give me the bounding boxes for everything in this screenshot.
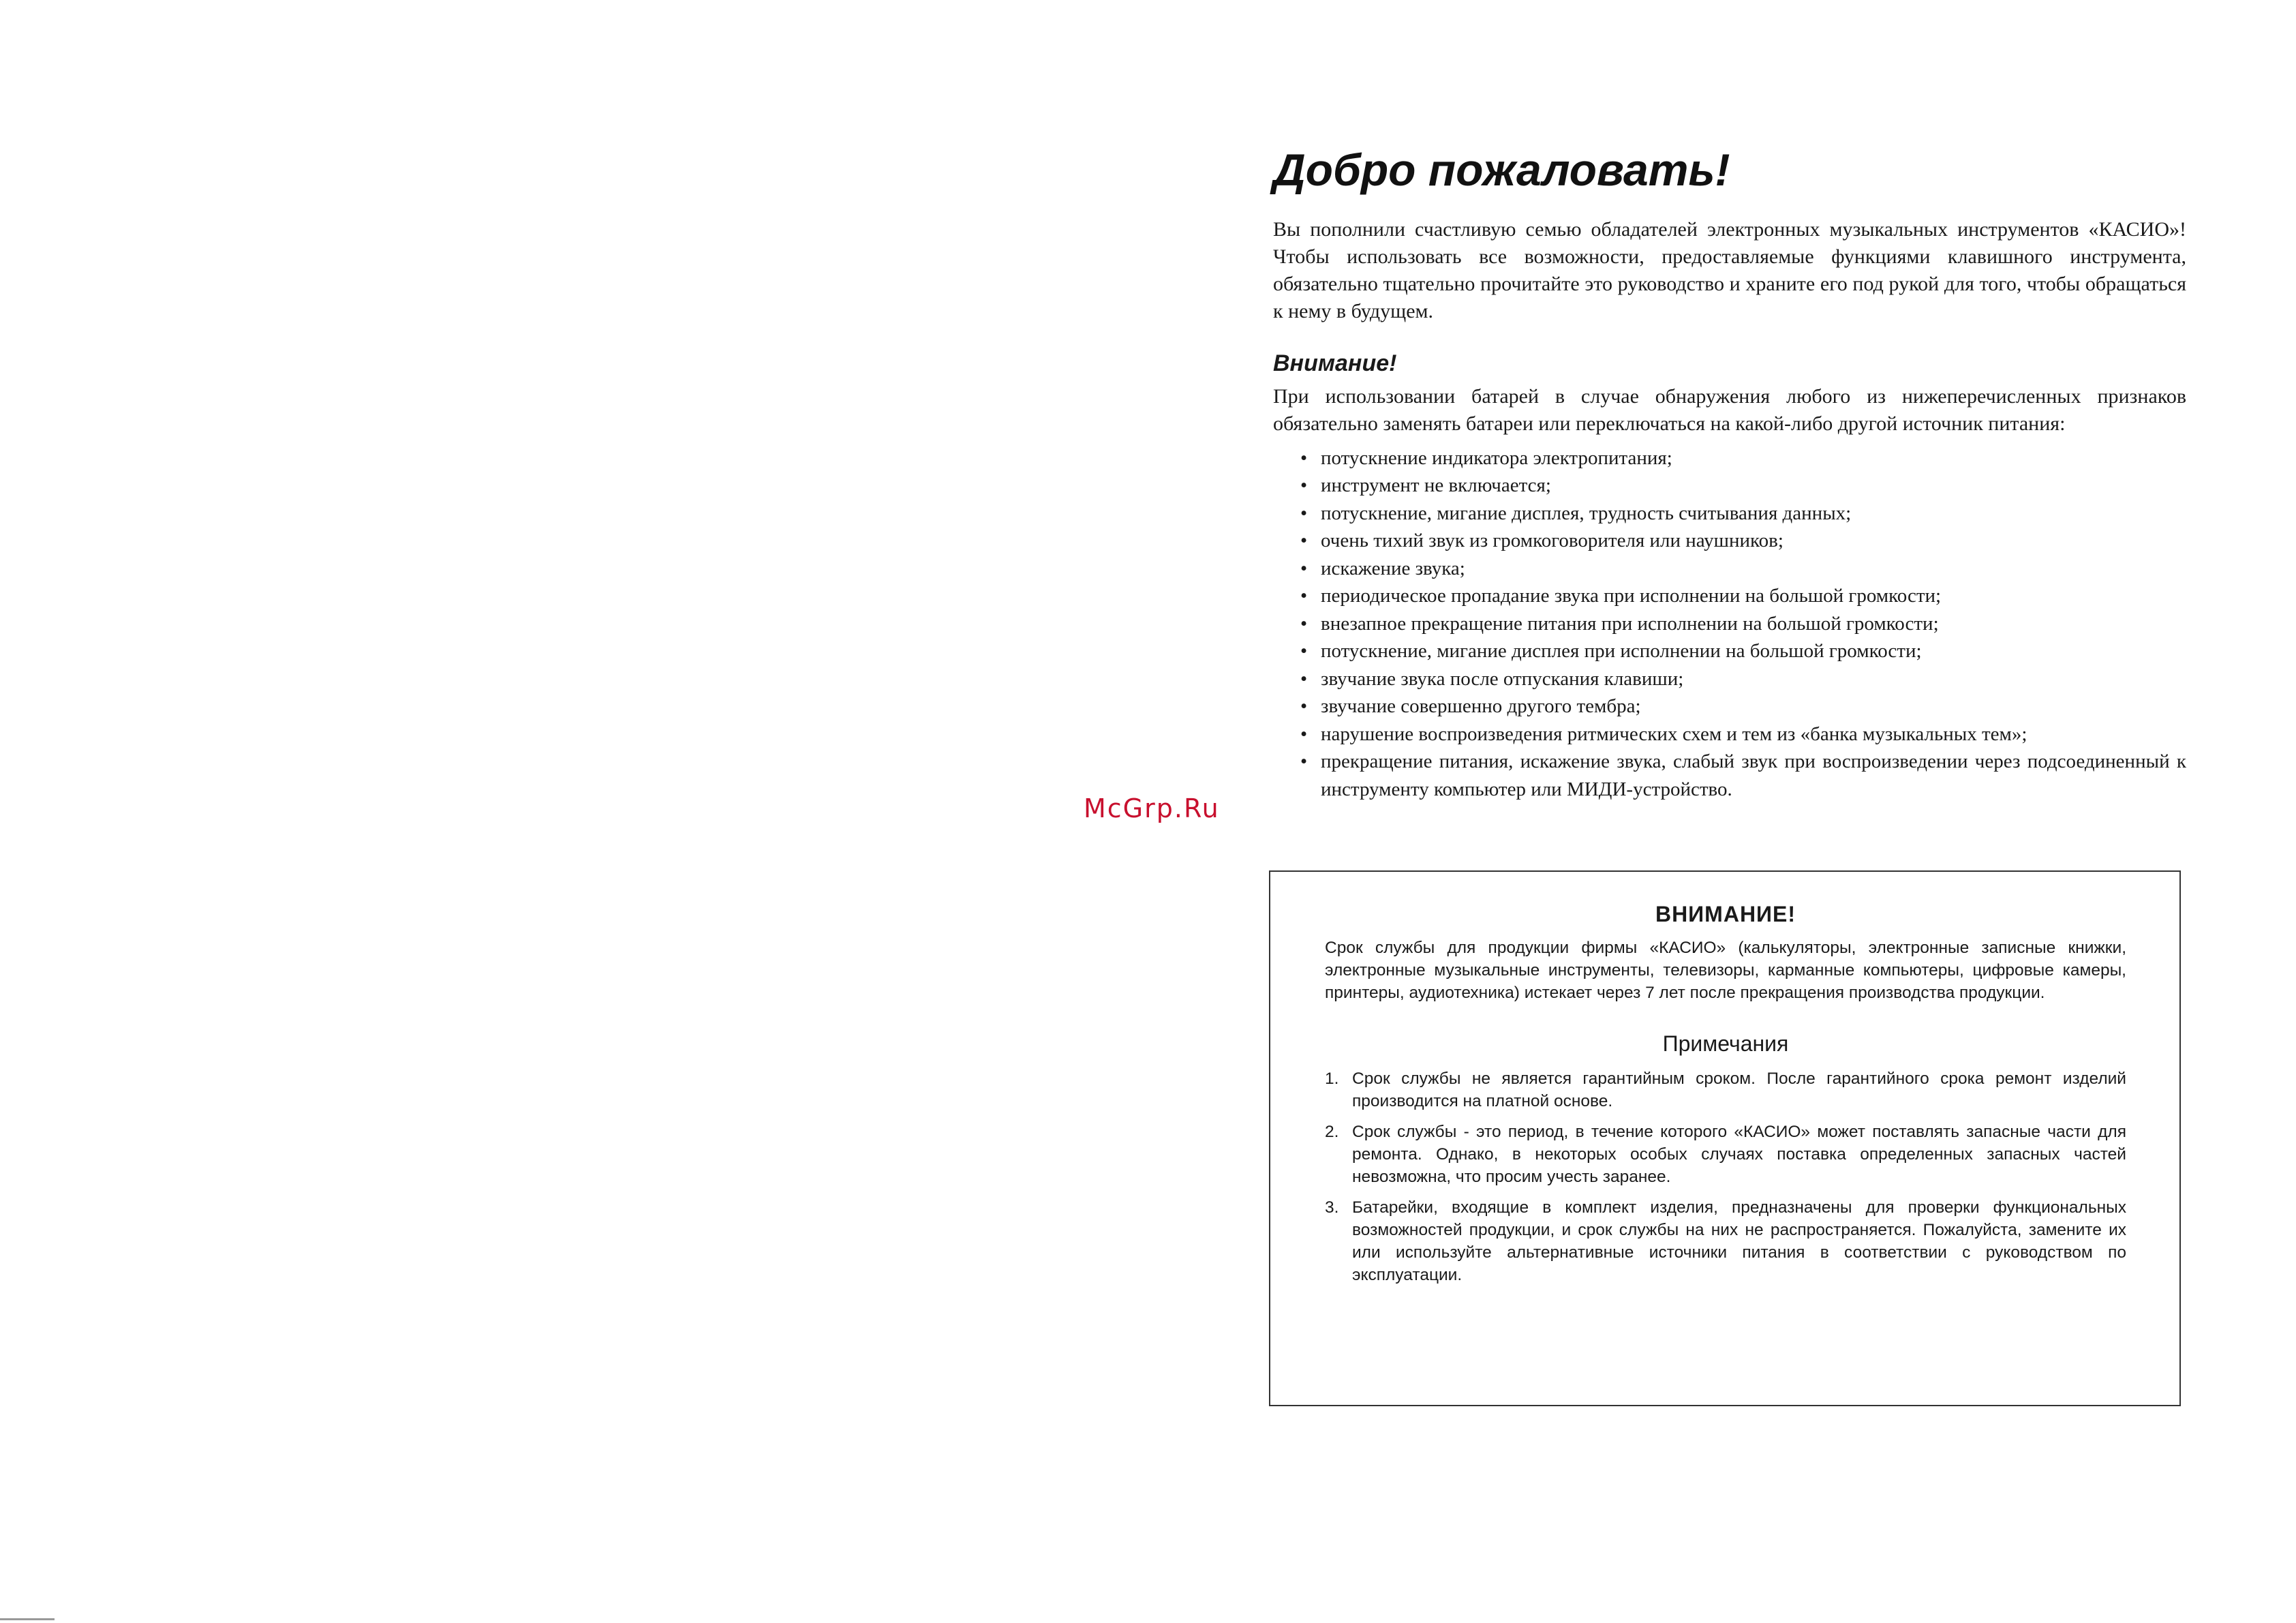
notes-list — [1325, 1067, 2126, 1286]
bullet-icon: • — [1300, 474, 1308, 497]
note-item — [1325, 1067, 2126, 1112]
warning-list — [1273, 444, 2186, 804]
note-number: 2. — [1325, 1123, 1339, 1141]
notice-title: ВНИМАНИЕ! — [1655, 902, 1796, 926]
list-item: • потускнение, мигание дисплея при исполнении на большой громкости; — [1300, 637, 2186, 665]
bullet-icon: • — [1300, 612, 1308, 635]
list-item: • звучание совершенно другого тембра; — [1300, 693, 2186, 721]
notice-paragraph: Срок службы для продукции фирмы «КАСИО» (калькуляторы, электронные записные книжки, электронные музыкальные инструменты, телевизоры, карманные компьютеры, цифровые камеры, принтеры, аудиотехника) истекает через 7 лет после прекращения производства продукции. — [1325, 939, 2126, 1002]
bullet-icon: • — [1300, 750, 1308, 773]
scan-edge-mark — [0, 1618, 55, 1620]
bullet-icon: • — [1300, 723, 1308, 745]
bullet-icon: • — [1300, 446, 1308, 469]
bullet-icon: • — [1300, 530, 1308, 552]
note-text: Срок службы не является гарантийным сроком. После гарантийного срока ремонт изделий производится на платной основе. — [1352, 1070, 2126, 1110]
note-text: Срок службы - это период, в течение которого «КАСИО» может поставлять запасные части для ремонта. Однако, в некоторых особых случаях поставка определенных запасных частей невозможна, что просим учесть заранее. — [1352, 1123, 2126, 1186]
bullet-icon: • — [1300, 557, 1308, 579]
manual-page — [1273, 143, 2186, 803]
bullet-icon: • — [1300, 667, 1308, 690]
bullet-icon: • — [1300, 695, 1308, 718]
list-item: • очень тихий звук из громкоговорителя или наушников; — [1300, 527, 2186, 555]
note-item — [1325, 1121, 2126, 1188]
note-item — [1325, 1196, 2126, 1286]
list-item: • потускнение индикатора электропитания; — [1300, 444, 2186, 472]
list-item: • потускнение, мигание дисплея, трудность считывания данных; — [1300, 500, 2186, 528]
note-number: 3. — [1325, 1198, 1339, 1217]
list-item: • инструмент не включается; — [1300, 472, 2186, 500]
notes-title: Примечания — [1662, 1031, 1789, 1056]
intro-paragraph: Вы пополнили счастливую семью обладателей электронных музыкальных инструментов «КАСИО»! Чтобы использовать все возможности, предоставляемые функциями клавишного инструмента, обязательно тщательно прочитайте это руководство и храните его под рукой для того, чтобы обращаться к нему в будущем. — [1273, 218, 2186, 323]
list-item: • искажение звука; — [1300, 555, 2186, 583]
note-text: Батарейки, входящие в комплект изделия, предназначены для проверки функциональных возможностей продукции, и срок службы на них не распространяется. Пожалуйста, замените их или используйте альтернативные источники питания в соответствии с руководством по эксплуатации. — [1352, 1198, 2126, 1284]
bullet-icon: • — [1300, 502, 1308, 524]
watermark-link[interactable]: McGrp.Ru — [1084, 793, 1220, 823]
list-item: • периодическое пропадание звука при исполнении на большой громкости; — [1300, 582, 2186, 610]
notice-box — [1269, 870, 2181, 1406]
warning-paragraph: При использовании батарей в случае обнаружения любого из нижеперечисленных признаков обязательно заменять батареи или переключаться на какой-либо другой источник питания: — [1273, 384, 2186, 435]
page-title: Добро пожаловать! — [1273, 145, 1730, 195]
bullet-icon: • — [1300, 640, 1308, 663]
list-item: • нарушение воспроизведения ритмических схем и тем из «банка музыкальных тем»; — [1300, 721, 2186, 748]
warning-heading: Внимание! — [1273, 350, 1397, 377]
list-item: • внезапное прекращение питания при исполнении на большой громкости; — [1300, 610, 2186, 638]
list-item: • прекращение питания, искажение звука, слабый звук при воспроизведении через подсоединенный к инструменту компьютер или МИДИ-устройство. — [1300, 748, 2186, 803]
list-item: • звучание звука после отпускания клавиши; — [1300, 665, 2186, 693]
note-number: 1. — [1325, 1070, 1339, 1088]
bullet-icon: • — [1300, 585, 1308, 607]
